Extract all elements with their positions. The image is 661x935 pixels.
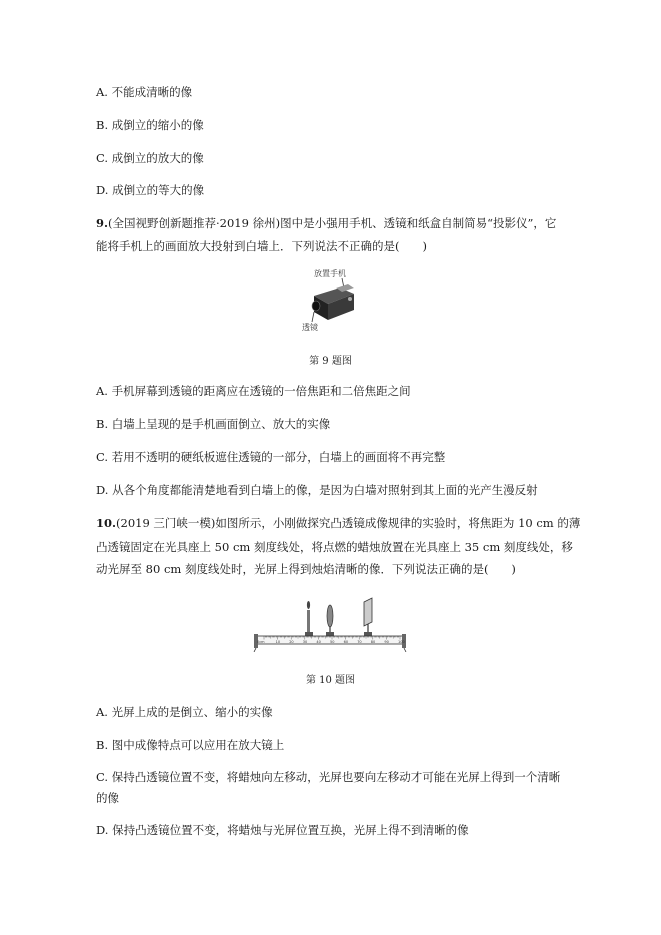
q9-option-c: C. 若用不透明的硬纸板遮住透镜的一部分，白墙上的画面将不再完整 — [96, 450, 446, 464]
q10-option-d: D. 保持凸透镜位置不变，将蜡烛与光屏位置互换，光屏上得不到清晰的像 — [96, 823, 469, 837]
q10-stem-line1 — [96, 515, 580, 531]
prev-option-a: A. 不能成清晰的像 — [96, 85, 193, 99]
convex-lens — [327, 605, 333, 627]
q10-option-c-line1: C. 保持凸透镜位置不变，将蜡烛向左移动，光屏也要向左移动才可能在光屏上得到一个清晰 — [96, 770, 561, 784]
ruler-tick-label: 30 — [302, 640, 308, 644]
ruler-tick-label: 80 — [370, 640, 376, 644]
q9-figure — [296, 266, 366, 332]
prev-option-d: D. 成倒立的等大的像 — [96, 183, 205, 197]
q10-option-a: A. 光屏上成的是倒立、缩小的实像 — [96, 705, 273, 719]
q10-figure — [250, 592, 410, 652]
q9-option-b: B. 白墙上呈现的是手机画面倒立、放大的实像 — [96, 417, 331, 431]
q9-stem-text1: (全国视野创新题推荐·2019 徐州)图中是小强用手机、透镜和纸盒自制简易“投影仪”，它 — [108, 216, 557, 230]
ruler-tick-label: 20 — [289, 640, 294, 644]
q9-option-a: A. 手机屏幕到透镜的距离应在透镜的一倍焦距和二倍焦距之间 — [96, 384, 411, 398]
projector-illustration — [296, 266, 366, 332]
ruler-tick-label: 70 — [357, 640, 362, 644]
candle-flame — [307, 601, 310, 609]
q9-stem-line2: 能将手机上的画面放大投射到白墙上．下列说法不正确的是( ) — [96, 239, 427, 253]
ruler-tick-label: 90 — [384, 640, 389, 644]
q9-caption: 第 9 题图 — [309, 356, 352, 367]
q10-stem-line2: 凸透镜固定在光具座上 50 cm 刻度线处，将点燃的蜡烛放置在光具座上 35 cm 刻度线处，移 — [96, 540, 573, 554]
optical-bench-illustration — [250, 592, 410, 652]
ruler-unit-label: 0cm — [257, 640, 265, 644]
prev-option-b: B. 成倒立的缩小的像 — [96, 118, 204, 132]
q9-fig-label-lens: 透镜 — [302, 323, 318, 332]
ruler-tick-label: 50 — [330, 640, 335, 644]
q10-stem-text1: (2019 三门峡一模)如图所示，小刚做探究凸透镜成像规律的实验时，将焦距为 10 cm 的薄 — [116, 516, 581, 530]
q10-number: 10. — [96, 516, 117, 530]
prev-option-c: C. 成倒立的放大的像 — [96, 151, 204, 165]
q9-option-d: D. 从各个角度都能清楚地看到白墙上的像，是因为白墙对照射到其上面的光产生漫反射 — [96, 483, 538, 497]
ruler-tick-label: 100 — [398, 640, 405, 644]
light-screen — [364, 598, 372, 626]
candle — [307, 610, 310, 632]
q9-fig-label-phone: 放置手机 — [314, 269, 346, 278]
q9-number: 9. — [96, 216, 109, 230]
ruler-tick-label: 10 — [275, 640, 281, 644]
q10-option-b: B. 图中成像特点可以应用在放大镜上 — [96, 738, 285, 752]
q9-stem-line1 — [96, 215, 556, 231]
ruler-tick-label: 60 — [343, 640, 349, 644]
q10-option-c-line2: 的像 — [96, 791, 119, 805]
q10-caption: 第 10 题图 — [305, 675, 356, 686]
ruler-tick-label: 40 — [316, 640, 321, 644]
q10-stem-line3: 动光屏至 80 cm 刻度线处时，光屏上得到烛焰清晰的像．下列说法正确的是( ) — [96, 562, 516, 576]
